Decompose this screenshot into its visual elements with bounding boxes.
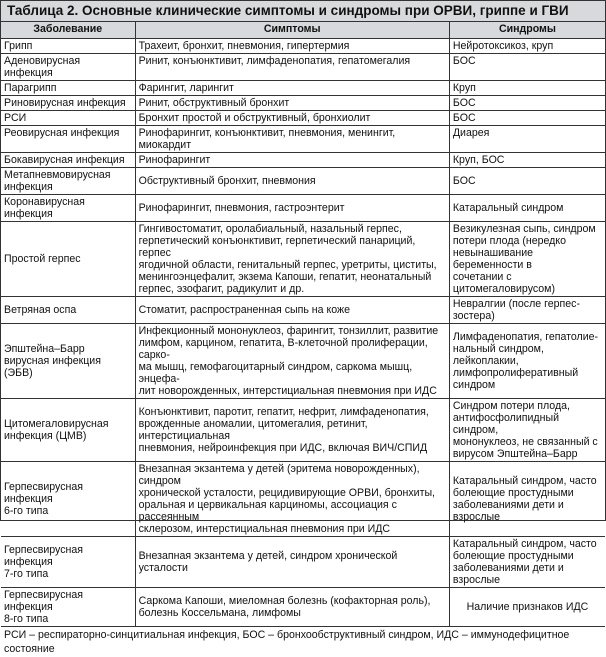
table-row	[1, 153, 605, 168]
cell-symptoms: Стоматит, распространенная сыпь на коже	[135, 297, 449, 324]
cell-symptoms: Фарингит, ларингит	[135, 81, 449, 96]
cell-disease: Герпесвирусная инфекция 8-го типа	[1, 588, 135, 627]
cell-symptoms: Инфекционный мононуклеоз, фарингит, тонзиллит, развитие лимфом, карцином, гепатита, В-клеточной пролиферации, сарко- ма мышц, гемофагоцитарный синдром, саркома мышц, энцефа- лит новорожденных, интерстициальная пневмония при ИДС	[135, 324, 449, 399]
cell-symptoms: Ринофарингит, конъюнктивит, пневмония, менингит, миокардит	[135, 126, 449, 153]
cell-disease: Ветряная оспа	[1, 297, 135, 324]
table-row	[1, 81, 605, 96]
cell-syndromes: Синдром потери плода, антифосфолипидный синдром, мононуклеоз, не связанный с вирусом Эпштейна–Барр	[449, 399, 605, 462]
cell-syndromes: Лимфаденопатия, гепатолие- нальный синдром, лейкоплакии, лимфопролиферативный синдром	[449, 324, 605, 399]
cell-symptoms: Ринит, обструктивный бронхит	[135, 96, 449, 111]
header-disease: Заболевание	[1, 22, 135, 39]
cell-syndromes: Диарея	[449, 126, 605, 153]
cell-syndromes: Везикулезная сыпь, синдром потери плода (нередко невынашивание беременности в сочетании с цитомегаловирусом)	[449, 222, 605, 297]
cell-disease: Герпесвирусная инфекция 7-го типа	[1, 537, 135, 588]
cell-disease: Риновирусная инфекция	[1, 96, 135, 111]
header-syndromes: Синдромы	[449, 22, 605, 39]
cell-syndromes: Катаральный синдром, часто болеющие простудными заболеваниями дети и взрослые	[449, 462, 605, 537]
cell-disease: Бокавирусная инфекция	[1, 153, 135, 168]
cell-syndromes: Катаральный синдром, часто болеющие простудными заболеваниями дети и взрослые	[449, 537, 605, 588]
cell-disease: Аденовирусная инфекция	[1, 54, 135, 81]
cell-symptoms: Ринофарингит, пневмония, гастроэнтерит	[135, 195, 449, 222]
cell-syndromes: БОС	[449, 96, 605, 111]
table-row	[1, 126, 605, 153]
table-row	[1, 537, 605, 588]
cell-disease: Грипп	[1, 39, 135, 54]
cell-symptoms: Конъюнктивит, паротит, гепатит, нефрит, лимфаденопатия, врожденные аномалии, цитомегалия, ретинит, интерстициальная пневмония, нейроинфекция при ИДС, включая ВИЧ/СПИД	[135, 399, 449, 462]
header-symptoms: Симптомы	[135, 22, 449, 39]
cell-syndromes: Нейротоксикоз, круп	[449, 39, 605, 54]
table-row	[1, 195, 605, 222]
cell-symptoms: Внезапная экзантема у детей (эритема новорожденных), синдром хронической усталости, рецидивирующие ОРВИ, бронхиты, оральная и цервикальная карциномы, ассоциация с рассеянным склерозом, интерстициальная пневмония при ИДС	[135, 462, 449, 537]
cell-syndromes: Круп, БОС	[449, 153, 605, 168]
table-row	[1, 297, 605, 324]
table-title: Таблица 2. Основные клинические симптомы и синдромы при ОРВИ, гриппе и ГВИ	[1, 1, 605, 22]
cell-syndromes: БОС	[449, 54, 605, 81]
cell-disease: Простой герпес	[1, 222, 135, 297]
cell-symptoms: Ринофарингит	[135, 153, 449, 168]
table-header-row	[1, 22, 605, 39]
cell-disease: РСИ	[1, 111, 135, 126]
cell-syndromes: Катаральный синдром	[449, 195, 605, 222]
cell-syndromes: БОС	[449, 111, 605, 126]
table-row	[1, 111, 605, 126]
table-row	[1, 588, 605, 627]
cell-disease: Реовирусная инфекция	[1, 126, 135, 153]
cell-syndromes: Наличие признаков ИДС	[449, 588, 605, 627]
cell-symptoms: Саркома Капоши, миеломная болезнь (кофакторная роль), болезнь Коссельмана, лимфомы	[135, 588, 449, 627]
cell-syndromes: Невралгии (после герпес- зостера)	[449, 297, 605, 324]
table-row	[1, 168, 605, 195]
cell-symptoms: Трахеит, бронхит, пневмония, гипертермия	[135, 39, 449, 54]
table-row	[1, 54, 605, 81]
symptoms-table	[1, 22, 605, 627]
cell-symptoms: Гингивостоматит, оролабиальный, назальный герпес, герпетический конъюнктивит, герпетический панариций, герпес ягодичной области, генитальный герпес, уретриты, циститы, менингоэнцефалит, экзема Капоши, гепатит, неонатальный герпес, эзофагит, радикулит и др.	[135, 222, 449, 297]
cell-symptoms: Бронхит простой и обструктивный, бронхиолит	[135, 111, 449, 126]
table-row	[1, 96, 605, 111]
cell-syndromes: БОС	[449, 168, 605, 195]
cell-disease: Цитомегаловирусная инфекция (ЦМВ)	[1, 399, 135, 462]
table-row	[1, 324, 605, 399]
cell-symptoms: Обструктивный бронхит, пневмония	[135, 168, 449, 195]
cell-disease: Герпесвирусная инфекция 6-го типа	[1, 462, 135, 537]
table-row	[1, 399, 605, 462]
cell-disease: Эпштейна–Барр вирусная инфекция (ЭБВ)	[1, 324, 135, 399]
cell-disease: Метапневмовирусная инфекция	[1, 168, 135, 195]
table-row	[1, 462, 605, 537]
cell-symptoms: Ринит, конъюнктивит, лимфаденопатия, гепатомегалия	[135, 54, 449, 81]
footnote: РСИ – респираторно-синцитиальная инфекция, БОС – бронхообструктивный синдром, ИДС – иммунодефицитное состояние	[4, 629, 570, 655]
table-row	[1, 39, 605, 54]
cell-disease: Парагрипп	[1, 81, 135, 96]
cell-disease: Коронавирусная инфекция	[1, 195, 135, 222]
cell-syndromes: Круп	[449, 81, 605, 96]
cell-symptoms: Внезапная экзантема у детей, синдром хронической усталости	[135, 537, 449, 588]
table-row	[1, 222, 605, 297]
